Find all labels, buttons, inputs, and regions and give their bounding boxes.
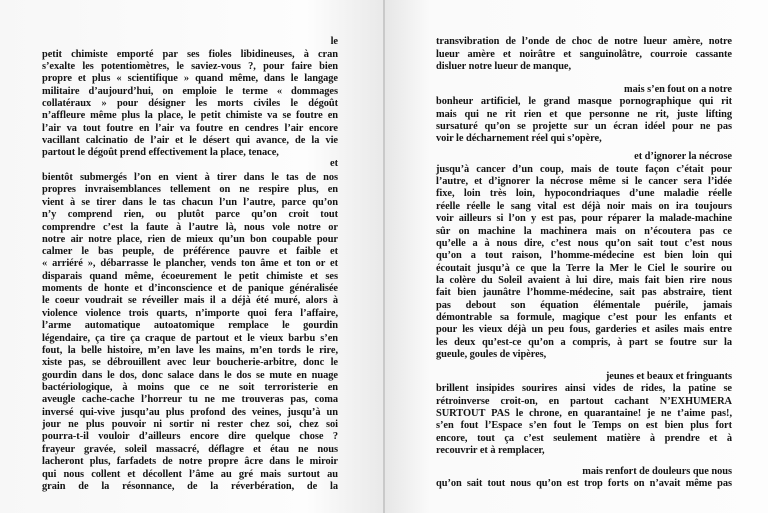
text-line: encore, tout ça c’est seulement matière à prendre et à xyxy=(436,433,732,444)
text-line: l’autre, et d’ignorer la nécrose même si le cancer sera l’idée xyxy=(436,176,732,187)
text-line: sursaturé qu’on se projette sur un écran idéel pour ne pas xyxy=(436,121,732,132)
text-line: l’arme automatique autoatomique remplace le gourdin xyxy=(42,320,338,331)
text-line: gourdin dans le dos, donc salace dans le dos se mute en nuage xyxy=(42,370,338,381)
text-line: qui nous collent et décollent l’âme au gré mais surtout au xyxy=(42,469,338,480)
text-line: jusqu’à cancer d’un coup, mais de toute façon c’était pour xyxy=(436,164,732,175)
text-line: pour les vieux déjà un peu fous, garderies et asiles mais entre xyxy=(436,324,732,335)
text-line: gueule, goules de vipères, xyxy=(436,349,547,360)
text-line: grain de la résonnance, de la réverbération, de la xyxy=(42,481,338,492)
book-gutter xyxy=(383,0,385,513)
text-line: légendaire, ça tire ça craque de partout et le vieux barbu s’en xyxy=(42,333,338,344)
text-line: aveugle cache-cache l’horreur tu ne me trouveras pas, coma xyxy=(42,394,338,405)
text-line: frayeur gravée, soleil massacré, déflagre et étau ne nous xyxy=(42,444,338,455)
text-line: disluer notre lueur de manque, xyxy=(436,61,572,72)
text-line: voir le décharnement réel qui s’opère, xyxy=(436,133,602,144)
text-line: collatéraux » pour désigner les morts civiles le dégoût xyxy=(42,98,338,109)
text-line: violence violence trois quarts, n’importe quoi fera l’affaire, xyxy=(42,308,338,319)
text-line: réelle réelle le sang vital est déjà noir mais on ira toujours xyxy=(436,201,732,212)
text-line: brillent insipides sourires ainsi vides de rides, la patine se xyxy=(436,383,732,394)
text-line: la colère du Soleil avaient à lui dire, mais fait bien rire nous xyxy=(436,275,732,286)
text-line: moments de honte et d’inconscience et de panique généralisée xyxy=(42,283,338,294)
text-line: écoutait jusqu’à ce que la Terre la Mer le Ciel le sourire ou xyxy=(436,263,732,274)
text-line: SURTOUT PAS le chrone, en quarantaine! je ne t’aime pas!, xyxy=(436,408,732,419)
text-line: s’exalte les potentiomètres, le saviez-vous ?, pour faire bien xyxy=(42,61,338,72)
text-line: le coeur voudrait se réveiller mais il a déjà été muré, alors à xyxy=(42,295,338,306)
text-line: xiste pas, se débrouillent avec leur boucherie-arbitre, donc le xyxy=(42,357,338,368)
text-line: notre air notre place, rien de mieux qu’un bon coupable pour xyxy=(42,234,338,245)
text-line: qu’on a tout raison, l’homme-médecine est bien loin qui xyxy=(436,250,732,261)
text-line: mais qui ne rit rien et que personne ne rit, juste lifting xyxy=(436,109,732,120)
text-line: le xyxy=(330,36,338,47)
text-line: propres invraisemblances tellement on ne respire plus, en xyxy=(42,184,338,195)
text-line: recouvrir et à remplacer, xyxy=(436,445,545,456)
text-line: mais s’en fout on a notre xyxy=(624,84,732,95)
text-line: jeunes et beaux et fringuants xyxy=(605,371,732,382)
text-line: les deux qu’est-ce qu’on a compris, à part se foutre sur la xyxy=(436,337,732,348)
text-line: s’en fout l’Espace s’en fout le Temps on est bien plus fort xyxy=(436,420,732,431)
text-line: propre et plus « scientifique » quand même, dans le langage xyxy=(42,73,338,84)
text-line: bactériologique, à moins que ce ne soit terroristerie en xyxy=(42,382,338,393)
text-line: pas debout son équation élémentale puérile, jamais xyxy=(436,300,732,311)
text-line: militaire d’aujourd’hui, on emploie le terme « dommages xyxy=(42,86,338,97)
text-line: disparais quand même, écoeurement le petit chimiste et ses xyxy=(42,271,338,282)
text-line: n’y comprend rien, ou plutôt parce qu’on croit tout xyxy=(42,209,338,220)
text-line: rétroinverse croit-on, en partout cachant N’EXHUMERA xyxy=(436,396,732,407)
text-line: voir ailleurs si l’on y est pas, pour réparer la malade-machine xyxy=(436,213,732,224)
text-line: lueur amère et noirâtre et sanguinolâtre, courroie cassante xyxy=(436,49,732,60)
text-line: partout le dégoût prend effectivement la place, tenace, xyxy=(42,147,279,158)
text-line: lacheront plus, farfadets de notre propre âcre dans le miroir xyxy=(42,456,338,467)
text-line: vacillant calcinatio de l’air et le désert qui avance, de la vie xyxy=(42,135,338,146)
text-line: calmer le bas peuple, de préférence pauvre et faible et xyxy=(42,246,338,257)
text-line: transvibration de l’onde de choc de notre lueur amère, notre xyxy=(436,36,732,47)
text-line: qu’elle a à nous dire, c’est nous qu’on sait tout c’est nous xyxy=(436,238,732,249)
text-line: l’air va tout foutre en l’air va foutre en cendres l’air encore xyxy=(42,123,338,134)
text-line: vient à se tirer dans le tas chacun l’un l’autre, parce qu’on xyxy=(42,197,338,208)
text-line: bientôt submergés l’on en vient à tirer dans le tas de nos xyxy=(42,172,338,183)
text-line: pourra-t-il vouloir d’ailleurs encore dire quelque chose ? xyxy=(42,431,338,442)
text-line: comprendre c’est la faute à l’autre là, nous vole notre or xyxy=(42,222,338,233)
text-line: et d’ignorer la nécrose xyxy=(634,151,732,162)
right-page xyxy=(384,0,768,513)
text-line: jour ne plus pouvoir ni sortir ni rester chez soi, chez soi xyxy=(42,419,338,430)
text-line: mais renfort de douleurs que nous xyxy=(582,466,732,477)
text-line: et xyxy=(330,158,338,169)
text-line: inversé qui-vive jusqu’au plus profond des veines, jusqu’à un xyxy=(42,407,338,418)
text-line: fixe, loin très loin, hypocondriaques d’une maladie réelle xyxy=(436,188,732,199)
text-line: fait bien jaunâtre l’homme-médecine, sait pas abstraire, tient xyxy=(436,287,732,298)
text-line: qu’on sait tout nous qu’on est trop forts on n’avait même pas xyxy=(436,478,732,489)
text-line: démontrable sa formule, magique c’est pour les enfants et xyxy=(436,312,732,323)
text-line: sûr on machine la machinera mais on n’écoutera pas ce xyxy=(436,226,732,237)
text-line: petit chimiste emporté par ses fioles libidineuses, à cran xyxy=(42,49,338,60)
text-line: « arriéré », débarrasse le plancher, vends ton âme et ton or et xyxy=(42,258,338,269)
text-line: fout, la belle histoire, m’en lave les mains, m’en tords le rire, xyxy=(42,345,338,356)
text-line: n’affleure même plus la place, le petit chimiste va se foutre en xyxy=(42,110,338,121)
text-line: bonheur artificiel, le grand masque pornographique qui rit xyxy=(436,96,732,107)
